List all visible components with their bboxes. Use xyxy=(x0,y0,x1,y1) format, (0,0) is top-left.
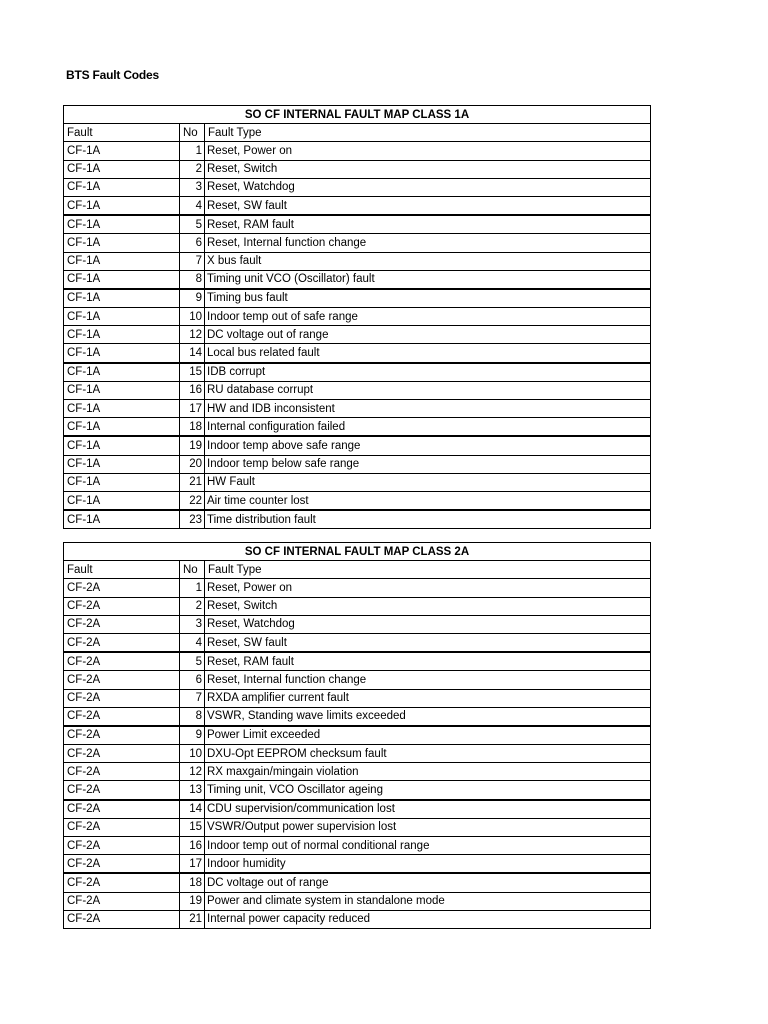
fault-cell: CF-2A xyxy=(64,707,180,726)
fault-type-cell: Indoor temp out of normal conditional range xyxy=(205,837,651,855)
table-row xyxy=(64,873,651,892)
table-row xyxy=(64,818,651,836)
fault-type-cell: Air time counter lost xyxy=(205,491,651,510)
fault-type-cell: HW Fault xyxy=(205,473,651,491)
column-header-fault-type: Fault Type xyxy=(205,124,651,142)
fault-type-cell: HW and IDB inconsistent xyxy=(205,400,651,418)
fault-cell: CF-1A xyxy=(64,252,180,270)
table-row xyxy=(64,597,651,615)
table-row xyxy=(64,855,651,874)
fault-type-cell: Indoor temp above safe range xyxy=(205,436,651,455)
fault-type-cell: Internal power capacity reduced xyxy=(205,910,651,928)
fault-cell: CF-2A xyxy=(64,818,180,836)
table-row xyxy=(64,196,651,215)
fault-number-cell: 14 xyxy=(180,344,205,363)
fault-cell: CF-2A xyxy=(64,763,180,781)
fault-cell: CF-2A xyxy=(64,837,180,855)
fault-type-cell: X bus fault xyxy=(205,252,651,270)
fault-number-cell: 23 xyxy=(180,510,205,529)
table-row xyxy=(64,837,651,855)
table-row xyxy=(64,160,651,178)
table-row xyxy=(64,473,651,491)
fault-cell: CF-2A xyxy=(64,671,180,689)
fault-cell: CF-2A xyxy=(64,579,180,597)
fault-cell: CF-2A xyxy=(64,800,180,819)
fault-type-cell: CDU supervision/communication lost xyxy=(205,800,651,819)
fault-type-cell: Reset, Switch xyxy=(205,160,651,178)
fault-type-cell: Reset, Watchdog xyxy=(205,178,651,196)
fault-number-cell: 7 xyxy=(180,689,205,707)
column-header-fault: Fault xyxy=(64,561,180,579)
fault-number-cell: 2 xyxy=(180,597,205,615)
fault-cell: CF-1A xyxy=(64,326,180,344)
column-header-fault-type: Fault Type xyxy=(205,561,651,579)
fault-number-cell: 14 xyxy=(180,800,205,819)
fault-number-cell: 6 xyxy=(180,234,205,252)
fault-type-cell: Timing bus fault xyxy=(205,289,651,308)
fault-cell: CF-1A xyxy=(64,196,180,215)
column-header-fault: Fault xyxy=(64,124,180,142)
table-row xyxy=(64,615,651,633)
table-row xyxy=(64,344,651,363)
fault-number-cell: 3 xyxy=(180,615,205,633)
fault-number-cell: 21 xyxy=(180,473,205,491)
table-row xyxy=(64,910,651,928)
fault-type-cell: DC voltage out of range xyxy=(205,873,651,892)
fault-type-cell: DC voltage out of range xyxy=(205,326,651,344)
fault-type-cell: Reset, SW fault xyxy=(205,633,651,652)
fault-number-cell: 4 xyxy=(180,196,205,215)
table-row xyxy=(64,745,651,763)
table-row xyxy=(64,652,651,671)
fault-type-cell: VSWR, Standing wave limits exceeded xyxy=(205,707,651,726)
table-row xyxy=(64,689,651,707)
fault-number-cell: 16 xyxy=(180,837,205,855)
fault-number-cell: 9 xyxy=(180,289,205,308)
fault-number-cell: 18 xyxy=(180,873,205,892)
fault-number-cell: 20 xyxy=(180,455,205,473)
fault-number-cell: 19 xyxy=(180,892,205,910)
fault-cell: CF-2A xyxy=(64,689,180,707)
table-row xyxy=(64,326,651,344)
table-row xyxy=(64,400,651,418)
fault-cell: CF-1A xyxy=(64,178,180,196)
fault-cell: CF-2A xyxy=(64,873,180,892)
fault-type-cell: Reset, SW fault xyxy=(205,196,651,215)
fault-cell: CF-1A xyxy=(64,270,180,289)
table-row xyxy=(64,455,651,473)
table-row xyxy=(64,579,651,597)
fault-number-cell: 2 xyxy=(180,160,205,178)
fault-number-cell: 12 xyxy=(180,763,205,781)
fault-cell: CF-1A xyxy=(64,491,180,510)
fault-cell: CF-1A xyxy=(64,400,180,418)
fault-cell: CF-2A xyxy=(64,892,180,910)
table-row xyxy=(64,215,651,234)
fault-type-cell: VSWR/Output power supervision lost xyxy=(205,818,651,836)
fault-type-cell: Local bus related fault xyxy=(205,344,651,363)
fault-cell: CF-1A xyxy=(64,455,180,473)
table-row xyxy=(64,892,651,910)
fault-type-cell: Timing unit VCO (Oscillator) fault xyxy=(205,270,651,289)
fault-cell: CF-2A xyxy=(64,633,180,652)
table-row xyxy=(64,800,651,819)
column-header-no: No xyxy=(180,561,205,579)
fault-type-cell: RXDA amplifier current fault xyxy=(205,689,651,707)
fault-number-cell: 8 xyxy=(180,707,205,726)
fault-cell: CF-2A xyxy=(64,855,180,874)
table-row xyxy=(64,178,651,196)
fault-number-cell: 5 xyxy=(180,215,205,234)
column-header-no: No xyxy=(180,124,205,142)
table-row xyxy=(64,763,651,781)
fault-cell: CF-2A xyxy=(64,781,180,800)
fault-type-cell: Reset, Power on xyxy=(205,142,651,160)
table-row xyxy=(64,289,651,308)
table-caption: SO CF INTERNAL FAULT MAP CLASS 1A xyxy=(64,106,651,124)
fault-cell: CF-1A xyxy=(64,142,180,160)
fault-type-cell: Indoor temp below safe range xyxy=(205,455,651,473)
fault-cell: CF-1A xyxy=(64,418,180,437)
fault-cell: CF-1A xyxy=(64,215,180,234)
fault-cell: CF-2A xyxy=(64,615,180,633)
fault-number-cell: 4 xyxy=(180,633,205,652)
fault-number-cell: 10 xyxy=(180,745,205,763)
fault-cell: CF-1A xyxy=(64,363,180,382)
fault-cell: CF-1A xyxy=(64,473,180,491)
table-header-row xyxy=(64,561,651,579)
table-row xyxy=(64,381,651,399)
table-row xyxy=(64,234,651,252)
fault-number-cell: 6 xyxy=(180,671,205,689)
fault-cell: CF-1A xyxy=(64,436,180,455)
fault-type-cell: Reset, RAM fault xyxy=(205,652,651,671)
fault-type-cell: Internal configuration failed xyxy=(205,418,651,437)
fault-number-cell: 17 xyxy=(180,400,205,418)
fault-number-cell: 9 xyxy=(180,726,205,745)
fault-number-cell: 16 xyxy=(180,381,205,399)
fault-number-cell: 12 xyxy=(180,326,205,344)
fault-number-cell: 1 xyxy=(180,579,205,597)
fault-number-cell: 5 xyxy=(180,652,205,671)
table-row xyxy=(64,781,651,800)
fault-type-cell: Power and climate system in standalone mode xyxy=(205,892,651,910)
fault-type-cell: Timing unit, VCO Oscillator ageing xyxy=(205,781,651,800)
fault-cell: CF-1A xyxy=(64,160,180,178)
table-body xyxy=(64,142,651,529)
document-title: BTS Fault Codes xyxy=(66,68,160,82)
table-header-row xyxy=(64,124,651,142)
table-row xyxy=(64,491,651,510)
fault-number-cell: 18 xyxy=(180,418,205,437)
table-row xyxy=(64,142,651,160)
fault-cell: CF-2A xyxy=(64,745,180,763)
table-caption-row xyxy=(64,106,651,124)
fault-number-cell: 15 xyxy=(180,818,205,836)
fault-type-cell: Reset, Internal function change xyxy=(205,234,651,252)
fault-type-cell: RU database corrupt xyxy=(205,381,651,399)
fault-cell: CF-1A xyxy=(64,381,180,399)
fault-number-cell: 3 xyxy=(180,178,205,196)
fault-type-cell: Reset, RAM fault xyxy=(205,215,651,234)
fault-number-cell: 10 xyxy=(180,308,205,326)
table-row xyxy=(64,726,651,745)
table-row xyxy=(64,252,651,270)
fault-cell: CF-2A xyxy=(64,652,180,671)
table-row xyxy=(64,270,651,289)
fault-cell: CF-1A xyxy=(64,234,180,252)
fault-cell: CF-1A xyxy=(64,308,180,326)
fault-cell: CF-2A xyxy=(64,726,180,745)
fault-type-cell: Indoor humidity xyxy=(205,855,651,874)
fault-type-cell: Reset, Power on xyxy=(205,579,651,597)
table-row xyxy=(64,363,651,382)
fault-type-cell: Reset, Internal function change xyxy=(205,671,651,689)
table-row xyxy=(64,510,651,529)
fault-map-table-class-1a xyxy=(63,105,651,529)
table-caption: SO CF INTERNAL FAULT MAP CLASS 2A xyxy=(64,543,651,561)
fault-type-cell: Reset, Switch xyxy=(205,597,651,615)
fault-type-cell: Power Limit exceeded xyxy=(205,726,651,745)
fault-number-cell: 21 xyxy=(180,910,205,928)
fault-number-cell: 19 xyxy=(180,436,205,455)
fault-number-cell: 13 xyxy=(180,781,205,800)
fault-cell: CF-1A xyxy=(64,289,180,308)
table-row xyxy=(64,436,651,455)
table-row xyxy=(64,707,651,726)
fault-number-cell: 17 xyxy=(180,855,205,874)
fault-type-cell: IDB corrupt xyxy=(205,363,651,382)
fault-map-table-class-2a xyxy=(63,542,651,929)
table-row xyxy=(64,671,651,689)
fault-cell: CF-2A xyxy=(64,597,180,615)
fault-number-cell: 7 xyxy=(180,252,205,270)
table-row xyxy=(64,308,651,326)
fault-type-cell: DXU-Opt EEPROM checksum fault xyxy=(205,745,651,763)
fault-type-cell: Indoor temp out of safe range xyxy=(205,308,651,326)
table-body xyxy=(64,579,651,929)
table-caption-row xyxy=(64,543,651,561)
fault-type-cell: Reset, Watchdog xyxy=(205,615,651,633)
table-row xyxy=(64,418,651,437)
fault-number-cell: 15 xyxy=(180,363,205,382)
fault-cell: CF-1A xyxy=(64,510,180,529)
fault-cell: CF-2A xyxy=(64,910,180,928)
fault-type-cell: Time distribution fault xyxy=(205,510,651,529)
fault-number-cell: 1 xyxy=(180,142,205,160)
table-row xyxy=(64,633,651,652)
fault-cell: CF-1A xyxy=(64,344,180,363)
fault-number-cell: 22 xyxy=(180,491,205,510)
fault-number-cell: 8 xyxy=(180,270,205,289)
fault-type-cell: RX maxgain/mingain violation xyxy=(205,763,651,781)
